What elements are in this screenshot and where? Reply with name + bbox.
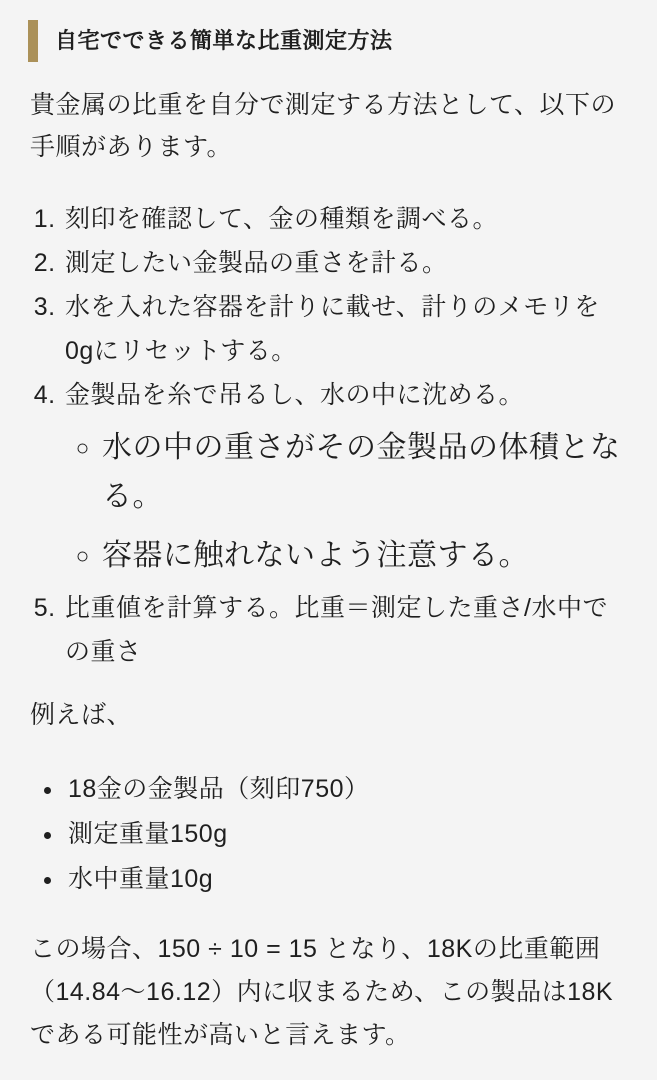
step-text: 測定したい金製品の重さを計る。 xyxy=(65,249,448,277)
conclusion-paragraph: この場合、150 ÷ 10 = 15 となり、18Kの比重範囲（14.84〜16.12）内に収まるため、この製品は18Kである可能性が高いと言えます。 xyxy=(30,935,614,1049)
step-item-1 xyxy=(63,197,625,241)
section-heading-text: 自宅でできる簡単な比重測定方法 xyxy=(55,28,393,53)
step-text: 比重値を計算する。比重＝測定した重さ/水中での重さ xyxy=(65,594,608,666)
sub-item-2: ◦ 容器に触れないよう注意する。 xyxy=(102,531,625,580)
example-item-1: • 18金の金製品（刻印750） xyxy=(65,767,625,811)
example-lead: 例えば、 xyxy=(30,701,133,729)
section-heading xyxy=(28,20,625,62)
intro-paragraph: 貴金属の比重を自分で測定する方法として、以下の手順があります。 xyxy=(30,91,617,161)
example-item-2: • 測定重量150g xyxy=(65,812,625,856)
heading-accent-bar xyxy=(28,20,38,62)
example-list xyxy=(30,767,625,901)
sub-item-1: ◦ 水の中の重さがその金製品の体積となる。 xyxy=(102,423,625,521)
step-text: 刻印を確認して、金の種類を調べる。 xyxy=(65,205,499,233)
step-text: 水を入れた容器を計りに載せ、計りのメモリを0gにリセットする。 xyxy=(65,293,600,365)
step-item-4 xyxy=(63,373,625,580)
step-4-sub-list xyxy=(65,423,625,580)
example-item-3: • 水中重量10g xyxy=(65,857,625,901)
step-item-5 xyxy=(63,586,625,674)
step-text: 金製品を糸で吊るし、水の中に沈める。 xyxy=(65,381,525,409)
steps-list xyxy=(30,197,625,674)
step-item-2 xyxy=(63,241,625,285)
step-item-3 xyxy=(63,285,625,373)
